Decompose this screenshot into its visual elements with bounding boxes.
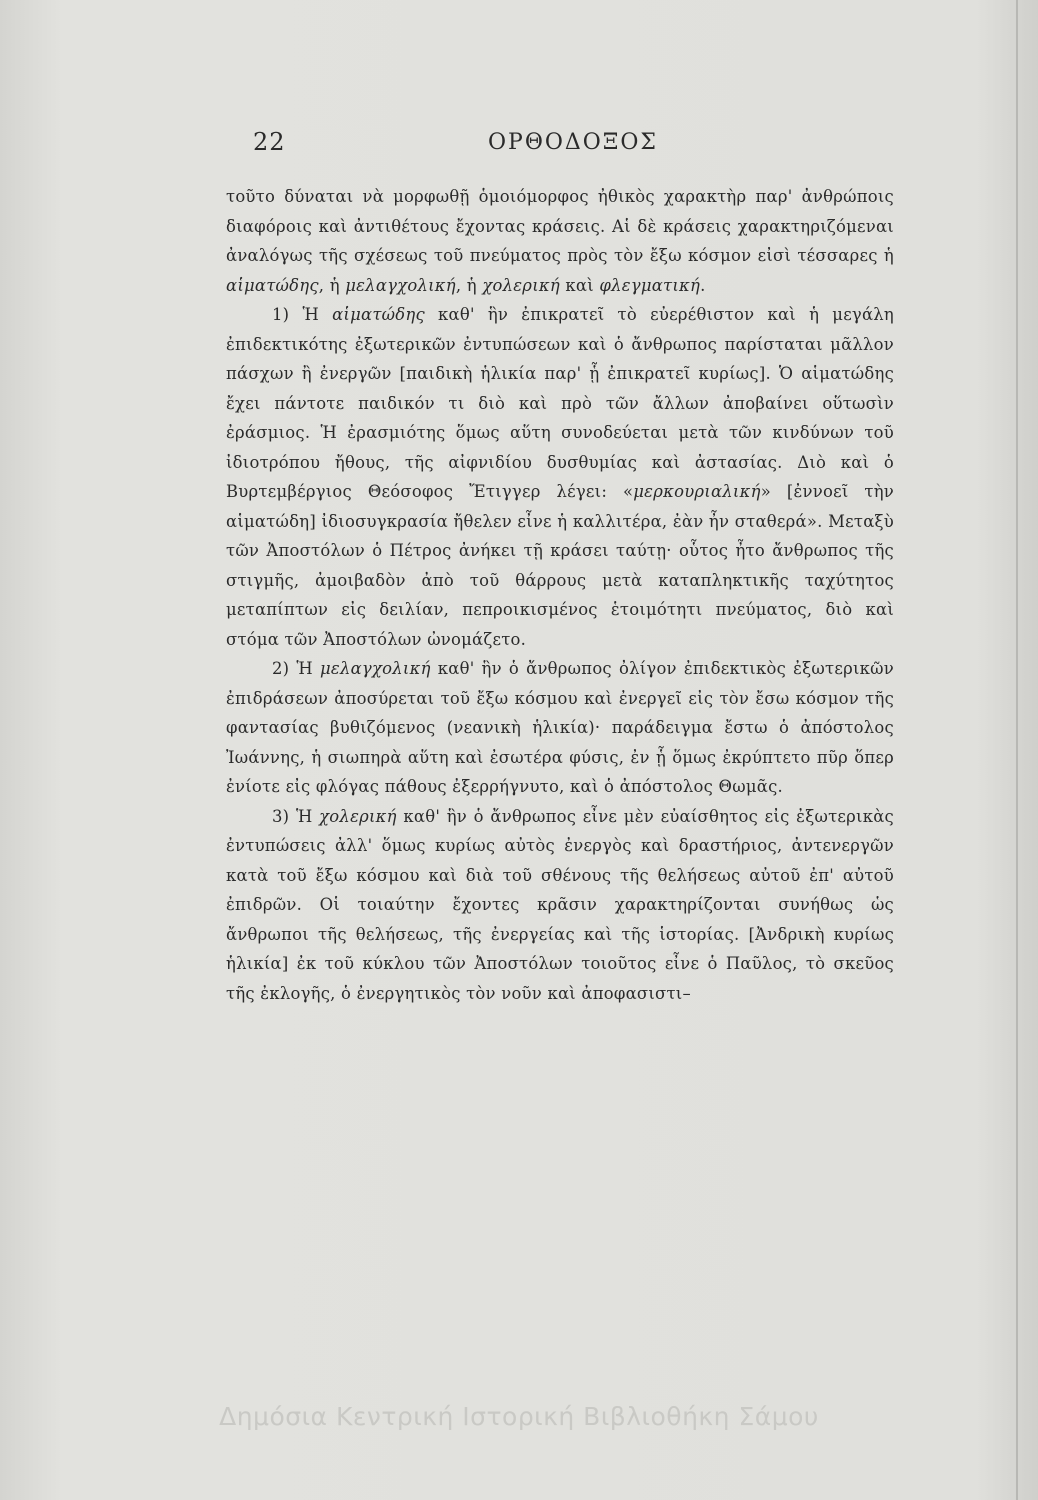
body-text [226, 182, 894, 1008]
running-title: ΟΡΘΟΔΟΞΟΣ [488, 130, 658, 155]
term-sanguine: αἱματώδης [226, 275, 319, 295]
library-watermark: Δημόσια Κεντρική Ιστορική Βιβλιοθήκη Σάμου [219, 1402, 819, 1431]
page-header [0, 128, 1038, 168]
paragraph-intro: τοῦτο δύναται νὰ μορφωθῇ ὁμοιόμορφος ἠθικὸς χαρακτὴρ παρ' ἀνθρώποις διαφόροις καὶ ἀντιθέτους ἔχοντας κράσεις. Αἱ δὲ κράσεις χαρακτηριζόμεναι ἀναλόγως τῆς σχέσεως τοῦ πνεύματος πρὸς τὸν ἔξω κόσμον εἰσὶ τέσσαρες ἡ αἱματώδης, ἡ μελαγχολική, ἡ χολερική καὶ φλεγματική. [226, 187, 894, 295]
term-melancholic: μελαγχολική [345, 275, 456, 295]
term-choleric: χολερική [482, 275, 560, 295]
page-edge [1016, 0, 1018, 1500]
term-choleric-heading: χολερική [319, 806, 397, 826]
paragraph-sanguine: 1) Ἡ αἱματώδης καθ' ἣν ἐπικρατεῖ τὸ εὐερέθιστον καὶ ἡ μεγάλη ἐπιδεκτικότης ἐξωτερικῶν ἐντυπώσεων καὶ ὁ ἄνθρωπος παρίσταται μᾶλλον πάσχων ἢ ἐνεργῶν [παιδικὴ ἡλικία παρ' ᾗ ἐπικρατεῖ κυρίως]. Ὁ αἱματώδης ἔχει πάντοτε παιδικόν τι διὸ καὶ πρὸ τῶν ἄλλων ἀποβαίνει οὕτωσὶν ἐράσμιος. Ἡ ἐρασμιότης ὅμως αὕτη συνοδεύεται μετὰ τῶν κινδύνων τοῦ ἰδιοτρόπου ἤθους, τῆς αἰφνιδίου δυσθυμίας καὶ ἀστασίας. Διὸ καὶ ὁ Βυρτεμβέργιος Θεόσοφος Ἔτιγγερ λέγει: «μερκουριαλική» [ἐννοεῖ τὴν αἱματώδη] ἰδιοσυγκρασία ἤθελεν εἶνε ἡ καλλιτέρα, ἐὰν ἦν σταθερά». Μεταξὺ τῶν Ἀποστόλων ὁ Πέτρος ἀνήκει τῇ κράσει ταύτῃ· οὗτος ἦτο ἄνθρωπος τῆς στιγμῆς, ἀμοιβαδὸν ἀπὸ τοῦ θάρρους μετὰ καταπληκτικῆς ταχύτητος μεταπίπτων εἰς δειλίαν, πεπροικισμένος ἑτοιμότητι πνεύματος, διὸ καὶ στόμα τῶν Ἀποστόλων ὠνομάζετο. [226, 305, 895, 649]
term-phlegmatic: φλεγματική [599, 275, 701, 295]
paragraph-choleric: 3) Ἡ χολερική καθ' ἣν ὁ ἄνθρωπος εἶνε μὲν εὐαίσθητος εἰς ἐξωτερικὰς ἐντυπώσεις ἀλλ' ὅμως κυρίως αὐτὸς ἐνεργὸς καὶ δραστήριος, ἀντενεργῶν κατὰ τοῦ ἔξω κόσμου καὶ διὰ τοῦ σθένους τῆς θελήσεως αὐτοῦ ἐπ' αὐτοῦ ἐπιδρῶν. Οἱ τοιαύτην ἔχοντες κρᾶσιν χαρακτηρίζονται συνήθως ὡς ἄνθρωποι τῆς θελήσεως, τῆς ἐνεργείας καὶ τῆς ἱστορίας. [Ἀνδρικὴ κυρίως ἡλικία] ἐκ τοῦ κύκλου τῶν Ἀποστόλων τοιοῦτος εἶνε ὁ Παῦλος, τὸ σκεῦος τῆς ἐκλογῆς, ὁ ἐνεργητικὸς τὸν νοῦν καὶ ἀποφασιστι– [226, 806, 894, 1003]
term-melancholic-heading: μελαγχολική [320, 659, 431, 678]
quote-mercurial: μερκουριαλική [633, 482, 761, 501]
term-sanguine-heading: αἱματώδης [332, 305, 425, 324]
page-number: 22 [253, 128, 286, 156]
paragraph-melancholic: 2) Ἡ μελαγχολική καθ' ἣν ὁ ἄνθρωπος ὀλίγον ἐπιδεκτικὸς ἐξωτερικῶν ἐπιδράσεων ἀποσύρεται τοῦ ἔξω κόσμου καὶ ἐνεργεῖ εἰς τὸν ἔσω κόσμον τῆς φαντασίας βυθιζόμενος (νεανικὴ ἡλικία)· παράδειγμα ἔστω ὁ ἀπόστολος Ἰωάννης, ἡ σιωπηρὰ αὕτη καὶ ἐσωτέρα φύσις, ἐν ᾗ ὅμως ἐκρύπτετο πῦρ ὅπερ ἐνίοτε εἰς φλόγας πάθους ἐξερρήγνυτο, καὶ ὁ ἀπόστολος Θωμᾶς. [226, 659, 894, 796]
